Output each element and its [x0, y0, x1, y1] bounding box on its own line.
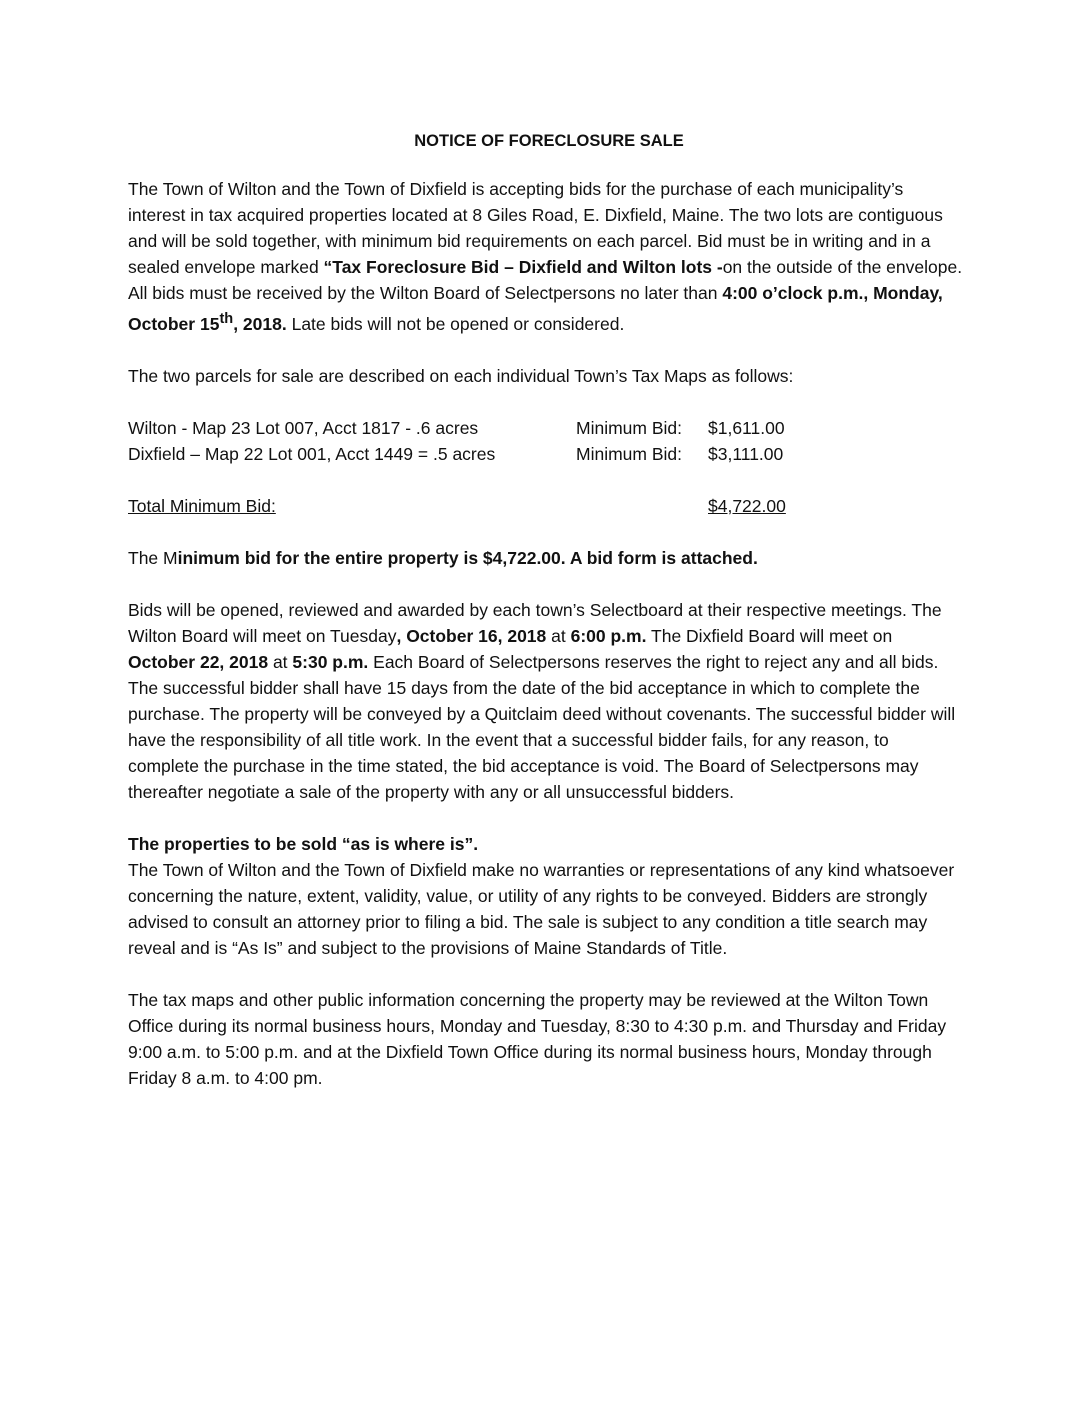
total-label: Total Minimum Bid:: [128, 495, 276, 516]
parcel-min-bid-label: Minimum Bid:: [576, 443, 682, 464]
notice-body: [128, 128, 964, 1091]
parcel-list: [128, 415, 964, 467]
office-hours-paragraph: The tax maps and other public information concerning the property may be reviewed at the Wilton Town Office during its normal business hours, Monday and Tuesday, 8:30 to 4:30 p.m. and Thursday and Friday 9:00 a.m. to 5:00 p.m. and at the Dixfield Town Office during its normal business hours, Monday through Friday 8 a.m. to 4:00 pm.: [128, 989, 947, 1088]
wilton-meeting-date: , October 16, 2018: [396, 625, 547, 646]
minimum-bid-prefix: The M: [128, 547, 178, 568]
dixfield-meeting-date: October 22, 2018: [128, 651, 269, 672]
bids-text-1: Bids will be opened, reviewed and awarded by each town’s Selectboard at their respective meetings. The Wilton Board will meet on Tuesday: [128, 599, 942, 646]
parcel-min-bid-amount: $1,611.00: [708, 417, 785, 438]
deadline-ordinal: th: [219, 311, 234, 327]
bids-text-3: The Dixfield Board will meet on: [646, 625, 893, 646]
dixfield-meeting-time: 5:30 p.m.: [292, 651, 369, 672]
parcel-description: Dixfield – Map 22 Lot 001, Acct 1449 = .5 acres: [128, 443, 496, 464]
intro-text-3: Late bids will not be opened or considered.: [286, 313, 625, 334]
minimum-bid-bold: inimum bid for the entire property is $4,722.00. A bid form is attached.: [177, 547, 758, 568]
as-is-paragraph: The Town of Wilton and the Town of Dixfield make no warranties or representations of any kind whatsoever concerning the nature, extent, validity, value, or utility of any rights to be conveyed. Bidders are strongly advised to consult an attorney prior to filing a bid. The sale is subject to any condition a title search may reveal and is “As Is” and subject to the provisions of Maine Standards of Title.: [128, 859, 955, 958]
total-amount: $4,722.00: [708, 495, 786, 516]
envelope-marking: “Tax Foreclosure Bid – Dixfield and Wilton lots -: [323, 257, 723, 277]
notice-title: NOTICE OF FORECLOSURE SALE: [414, 132, 684, 150]
parcel-min-bid-label: Minimum Bid:: [576, 417, 682, 438]
parcel-row-dixfield: [128, 441, 964, 467]
bids-text-2: at: [546, 625, 571, 646]
deadline-year: , 2018.: [233, 313, 287, 334]
bids-text-5: Each Board of Selectpersons reserves the right to reject any and all bids. The successful bidder shall have 15 days from the date of the bid acceptance in which to complete the purchase. The property will be conveyed by a Quitclaim deed without covenants. The successful bidder will have the responsibility of all title work. In the event that a successful bidder fails, for any reason, to complete the purchase in the time stated, the bid acceptance is void. The Board of Selectpersons may thereafter negotiate a sale of the property with any or all unsuccessful bidders.: [128, 651, 956, 802]
intro-text-2: on the outside of the envelope. All bids must be received by the Wilton Board of Selectpersons no later than: [128, 257, 963, 303]
bids-text-4: at: [268, 651, 293, 672]
as-is-heading: The properties to be sold “as is where is”.: [128, 833, 479, 854]
parcel-description: Wilton - Map 23 Lot 007, Acct 1817 - .6 acres: [128, 417, 479, 438]
parcels-intro: The two parcels for sale are described on each individual Town’s Tax Maps as follows:: [128, 365, 794, 386]
parcel-min-bid-amount: $3,111.00: [708, 443, 784, 464]
minimum-bid-statement: [128, 545, 964, 571]
deadline-time: 4:00 o’clock p.m., Monday, October 15: [128, 283, 943, 334]
wilton-meeting-time: 6:00 p.m.: [570, 625, 647, 646]
intro-paragraph: [128, 176, 964, 337]
intro-text-1: The Town of Wilton and the Town of Dixfield is accepting bids for the purchase of each municipality’s interest in tax acquired properties located at 8 Giles Road, E. Dixfield, Maine. The two lots are contiguous and will be sold together, with minimum bid requirements on each parcel. Bid must be in writing and in a sealed envelope marked: [128, 179, 943, 277]
total-row: [128, 493, 964, 519]
parcel-row-wilton: [128, 415, 964, 441]
bids-paragraph: [128, 597, 964, 805]
